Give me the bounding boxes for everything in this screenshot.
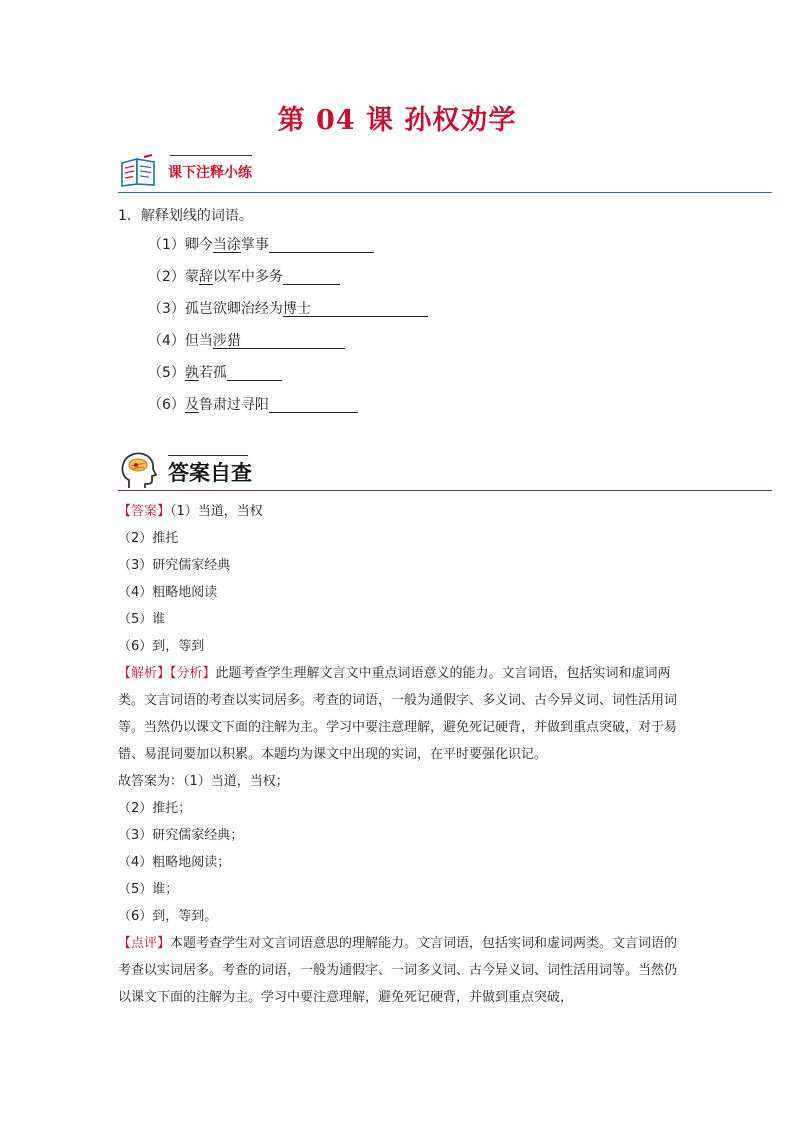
analysis-paragraph: 【解析】【分析】此题考查学生理解文言文中重点词语意义的能力。文言词语，包括实词和虚词两类。文言词语的考查以实词居多。考查的词语，一般为通假字、多义词、古今异义词、词性活用词等。当然仍以课文下面的注解为主。学习中要注意理解，避免死记硬背，并做到重点突破，对于易错、易混词要加以积累。本题均为课文中出现的实词，在平时要强化识记。	[118, 666, 678, 762]
question-item: （2）蒙辞以军中多务	[148, 261, 428, 293]
question-item: （6）及鲁肃过寻阳	[148, 389, 428, 421]
heading-decor-line	[168, 455, 248, 456]
answer-line: （5）谁	[118, 612, 166, 627]
answer-blank[interactable]	[269, 395, 358, 413]
section-heading-answers: 答案自查	[168, 461, 252, 485]
underlined-word: 博士	[282, 301, 311, 317]
answer-line: （2）推托	[118, 531, 179, 546]
section-heading-exercise: 课下注释小练	[168, 165, 252, 181]
question-item: （3）孤岂欲卿治经为博士	[148, 293, 428, 325]
answer-tag: 【答案】	[118, 504, 171, 519]
page-title: 第 04 课 孙权劝学	[277, 105, 517, 136]
underlined-word: 孰	[184, 365, 199, 381]
question-item: （5）孰若孤	[148, 357, 428, 389]
answer-line: （4）粗略地阅读	[118, 585, 218, 600]
section-header-answers	[118, 446, 772, 492]
answer-blank[interactable]	[269, 235, 374, 253]
analysis-answer-line: （6）到，等到。	[118, 909, 218, 924]
thinking-head-icon	[118, 450, 158, 490]
question-item: （4）但当涉猎	[148, 325, 428, 357]
book-icon	[118, 154, 158, 188]
section-divider	[118, 490, 772, 491]
underlined-word: 当涂	[212, 237, 241, 253]
analysis-answer-line: 故答案为：（1）当道，当权；	[118, 774, 289, 789]
answer-line: （6）到，等到	[118, 639, 205, 654]
section-header-exercise	[118, 142, 772, 194]
comment-tag: 【点评】	[118, 936, 171, 951]
underlined-word: 及	[184, 397, 199, 413]
analysis-answer-line: （4）粗略地阅读；	[118, 855, 231, 870]
analysis-answer-line: （5）谁；	[118, 882, 179, 897]
question-list	[148, 229, 428, 421]
answer-blank[interactable]	[241, 331, 345, 349]
analysis-tag: 【解析】【分析】	[118, 666, 216, 681]
underlined-word: 涉猎	[212, 333, 241, 349]
question-item: （1）卿今当涂掌事	[148, 229, 428, 261]
analysis-answer-line: （2）推托；	[118, 801, 192, 816]
analysis-answer-line: （3）研究儒家经典；	[118, 828, 244, 843]
answer-line: （3）研究儒家经典	[118, 558, 231, 573]
answer-blank[interactable]	[227, 363, 282, 381]
comment-paragraph: 【点评】本题考查学生对文言词语意思的理解能力。文言词语，包括实词和虚词两类。文言词语的考查以实词居多。考查的词语，一般为通假字、一词多义词、古今异义词、词性活用词等。当然仍以课文下面的注解为主。学习中要注意理解，避免死记硬背，并做到重点突破，	[118, 936, 678, 1005]
answer-block	[118, 498, 678, 1011]
heading-decor-line	[170, 155, 252, 156]
underlined-word: 辞	[198, 269, 213, 285]
answer-blank[interactable]	[283, 267, 340, 285]
question-intro: 1．解释划线的词语。	[118, 208, 253, 224]
section-divider	[118, 192, 772, 193]
answer-line: 【答案】（1）当道，当权	[118, 504, 263, 519]
answer-blank[interactable]	[311, 299, 428, 317]
